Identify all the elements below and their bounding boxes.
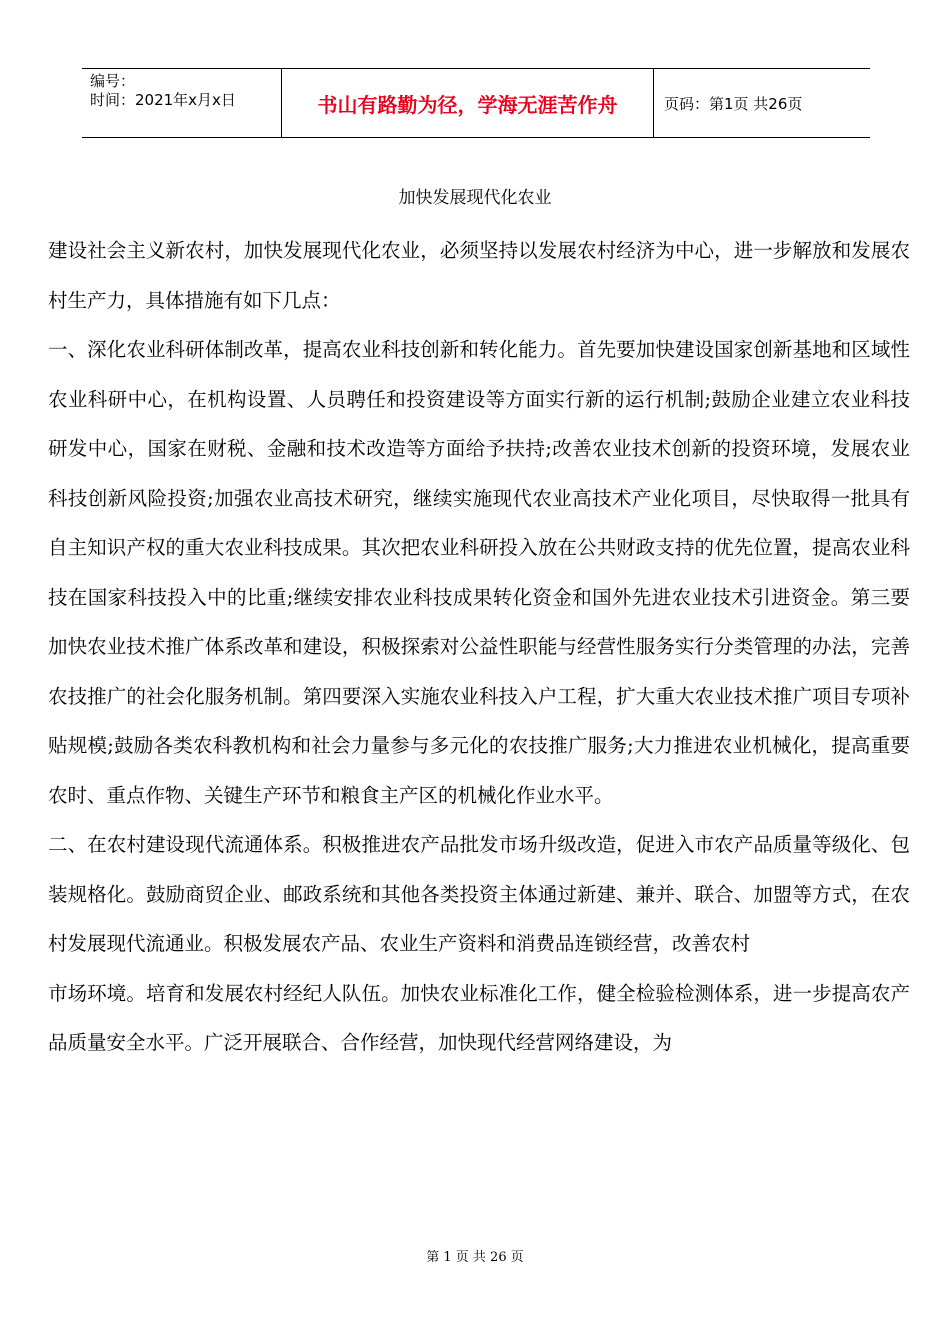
paragraph: 市场环境。培育和发展农村经纪人队伍。加快农业标准化工作，健全检验检测体系，进一步提高农产品质量安全水平。广泛开展联合、合作经营，加快现代经营网络建设，为: [48, 981, 910, 1054]
paragraph: 一、深化农业科研体制改革，提高农业科技创新和转化能力。首先要加快建设国家创新基地和区域性农业科研中心，在机构设置、人员聘任和投资建设等方面实行新的运行机制;鼓励企业建立农业科技研发中心，国家在财税、金融和技术改造等方面给予扶持;改善农业技术创新的投资环境，发展农业科技创新风险投资;加强农业高技术研究，继续实施现代农业高技术产业化项目，尽快取得一批具有自主知识产权的重大农业科技成果。其次把农业科研投入放在公共财政支持的优先位置，提高农业科技在国家科技投入中的比重;继续安排农业科技成果转化资金和国外先进农业技术引进资金。第三要加快农业技术推广体系改革和建设，积极探索对公益性职能与经营性服务实行分类管理的办法，完善农技推广的社会化服务机制。第四要深入实施农业科技入户工程，扩大重大农业技术推广项目专项补贴规模;鼓励各类农科教机构和社会力量参与多元化的农技推广服务;大力推进农业机械化，提高重要农时、重点作物、关键生产环节和粮食主产区的机械化作业水平。: [48, 338, 910, 807]
header-time-label: 时间：2021年x月x日: [90, 91, 236, 109]
header-number-label: 编号：: [90, 72, 136, 90]
paragraph: 建设社会主义新农村，加快发展现代化农业，必须坚持以发展农村经济为中心，进一步解放和发展农村生产力，具体措施有如下几点：: [48, 239, 910, 312]
document-body: [48, 226, 910, 1068]
document-title: 加快发展现代化农业: [398, 188, 552, 208]
document-header: [82, 68, 870, 138]
header-page-info: 页码：第1页 共26页: [664, 94, 803, 113]
paragraph: 二、在农村建设现代流通体系。积极推进农产品批发市场升级改造，促进入市农产品质量等级化、包装规格化。鼓励商贸企业、邮政系统和其他各类投资主体通过新建、兼并、联合、加盟等方式，在农村发展现代流通业。积极发展农产品、农业生产资料和消费品连锁经营，改善农村: [48, 833, 910, 955]
page-footer: 第 1 页 共 26 页: [426, 1250, 524, 1265]
header-motto: 书山有路勤为径，学海无涯苦作舟: [281, 69, 654, 137]
header-meta: [82, 69, 281, 137]
